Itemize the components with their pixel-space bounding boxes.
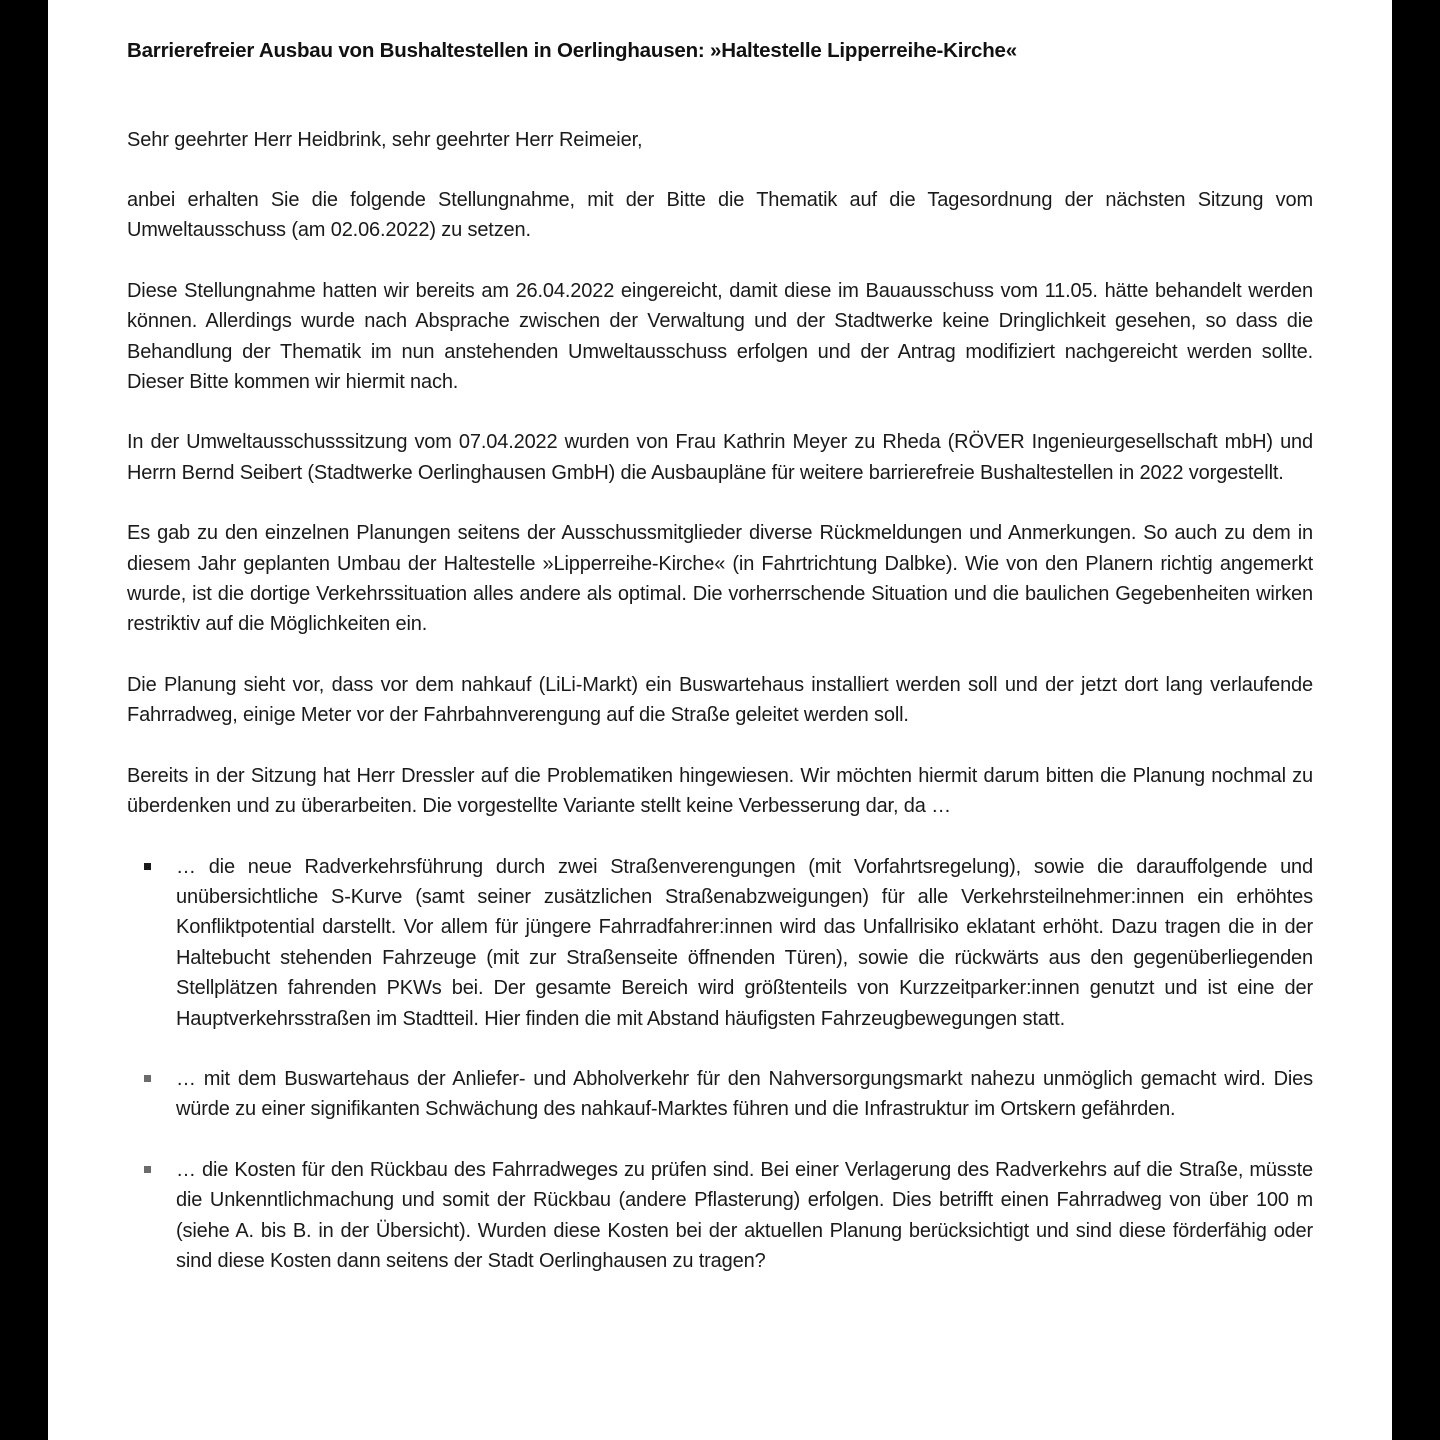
paragraph-feedback: Es gab zu den einzelnen Planungen seitens der Ausschussmitglieder diverse Rückmeldungen und Anmerkungen. So auch zu dem in diesem Jahr geplanten Umbau der Haltestelle »Lipperreihe-Kirche« (in Fahrtrichtung Dalbke). Wie von den Planern richtig angemerkt wurde, ist die dortige Verkehrssituation alles andere als optimal. Die vorherrschende Situation und die baulichen Gegebenheiten wirken restriktiv auf die Möglichkeiten ein. bbox=[127, 522, 1313, 636]
reasons-list bbox=[127, 852, 1313, 1277]
paragraph-background: Diese Stellungnahme hatten wir bereits am 26.04.2022 eingereicht, damit diese im Bauausschuss vom 11.05. hätte behandelt werden können. Allerdings wurde nach Absprache zwischen der Verwaltung und der Stadtwerke keine Dringlichkeit gesehen, so dass die Behandlung der Thematik im nun anstehenden Umweltausschuss erfolgen und der Antrag modifiziert nachgereicht werden sollte. Dieser Bitte kommen wir hiermit nach. bbox=[127, 279, 1313, 394]
paragraph-planning: Die Planung sieht vor, dass vor dem nahkauf (LiLi-Markt) ein Buswartehaus installiert werden soll und der jetzt dort lang verlaufende Fahrradweg, einige Meter vor der Fahrbahnverengung auf die Straße geleitet werden soll. bbox=[127, 673, 1313, 727]
list-item bbox=[127, 1064, 1313, 1125]
square-bullet-icon bbox=[144, 1075, 151, 1082]
list-item-text: … die Kosten für den Rückbau des Fahrradweges zu prüfen sind. Bei einer Verlagerung des Radverkehrs auf die Straße, müsste die Unkenntlichmachung und somit der Rückbau (andere Pflasterung) erfolgen. Dies betrifft einen Fahrradweg von über 100 m (siehe A. bis B. in der Übersicht). Wurden diese Kosten bei der aktuellen Planung berücksichtigt und sind diese förderfähig oder sind diese Kosten dann seitens der Stadt Oerlinghausen zu tragen? bbox=[176, 1158, 1313, 1272]
square-bullet-icon bbox=[144, 863, 151, 870]
salutation: Sehr geehrter Herr Heidbrink, sehr geehrter Herr Reimeier, bbox=[127, 129, 643, 151]
list-item-text: … mit dem Buswartehaus der Anliefer- und Abholverkehr für den Nahversorgungsmarkt nahezu unmöglich gemacht wird. Dies würde zu einer signifikanten Schwächung des nahkauf-Marktes führen und die Infrastruktur im Ortskern gefährden. bbox=[176, 1067, 1313, 1121]
paragraph-request-revision: Bereits in der Sitzung hat Herr Dressler auf die Problematiken hingewiesen. Wir möchten hiermit darum bitten die Planung nochmal zu überdenken und zu überarbeiten. Die vorgestellte Variante stellt keine Verbesserung dar, da … bbox=[127, 764, 1313, 818]
paragraph-request: anbei erhalten Sie die folgende Stellungnahme, mit der Bitte die Thematik auf die Tagesordnung der nächsten Sitzung vom Umweltausschuss (am 02.06.2022) zu setzen. bbox=[127, 189, 1313, 242]
list-item bbox=[127, 852, 1313, 1034]
list-item-text: … die neue Radverkehrsführung durch zwei Straßenverengungen (mit Vorfahrtsregelung), sowie die darauffolgende und unübersichtliche S-Kurve (samt seiner zusätzlichen Straßenabzweigungen) für alle Verkehrsteilnehmer:innen ein erhöhtes Konfliktpotential darstellt. Vor allem für jüngere Fahrradfahrer:innen wird das Unfallrisiko eklatant erhöht. Dazu tragen die in der Haltebucht stehenden Fahrzeuge (mit zur Straßenseite öffnenden Türen), sowie die rückwärts aus den gegenüberliegenden Stellplätzen fahrenden PKWs bei. Der gesamte Bereich wird größtenteils von Kurzzeitparker:innen genutzt und ist eine der Hauptverkehrsstraßen im Stadtteil. Hier finden die mit Abstand häufigsten Fahrzeugbewegungen statt. bbox=[176, 855, 1313, 1030]
document-page bbox=[48, 0, 1392, 1440]
square-bullet-icon bbox=[144, 1166, 151, 1173]
list-item bbox=[127, 1155, 1313, 1277]
document-title: Barrierefreier Ausbau von Bushaltestellen in Oerlinghausen: »Haltestelle Lipperreihe-Kirche« bbox=[127, 39, 1017, 62]
document-content bbox=[127, 36, 1313, 1306]
paragraph-meeting: In der Umweltausschusssitzung vom 07.04.2022 wurden von Frau Kathrin Meyer zu Rheda (RÖVER Ingenieurgesellschaft mbH) und Herrn Bernd Seibert (Stadtwerke Oerlinghausen GmbH) die Ausbaupläne für weitere barrierefreie Bushaltestellen in 2022 vorgestellt. bbox=[127, 431, 1313, 484]
